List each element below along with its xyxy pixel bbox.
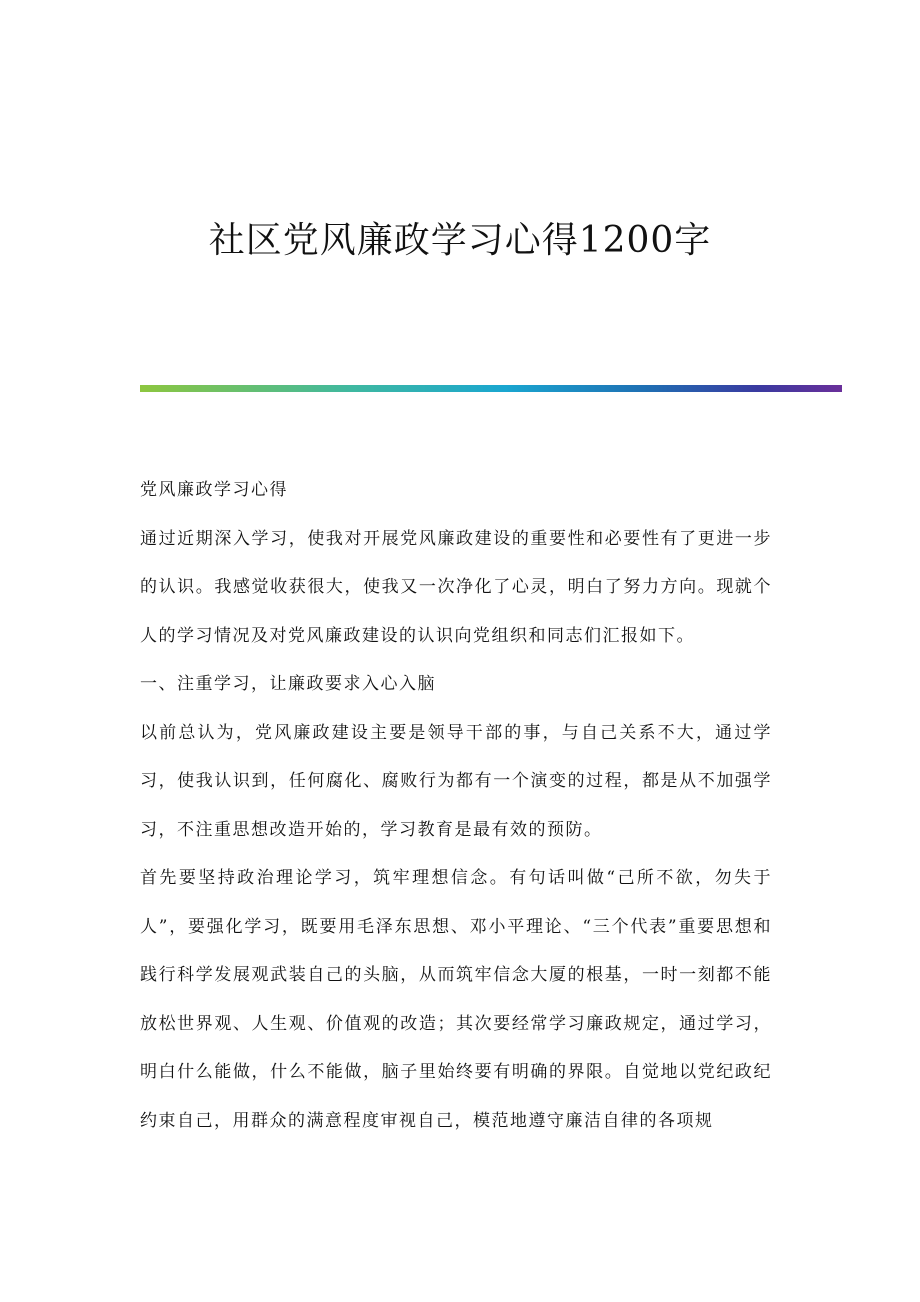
- title-divider: [140, 385, 842, 392]
- paragraph: 首先要坚持政治理论学习，筑牢理想信念。有句话叫做“己所不欲，勿失于人”，要强化学习，既要用毛泽东思想、邓小平理论、“三个代表”重要思想和践行科学发展观武装自己的头脑，从而筑牢信念大厦的根基，一时一刻都不能放松世界观、人生观、价值观的改造；其次要经常学习廉政规定，通过学习，明白什么能做，什么不能做，脑子里始终要有明确的界限。自觉地以党纪政纪约束自己，用群众的满意程度审视自己，模范地遵守廉洁自律的各项规: [140, 868, 772, 1131]
- document-body: [140, 466, 772, 1145]
- document-title: 社区党风廉政学习心得1200字: [208, 220, 712, 261]
- paragraph: 以前总认为，党风廉政建设主要是领导干部的事，与自己关系不大，通过学习，使我认识到，任何腐化、腐败行为都有一个演变的过程，都是从不加强学习，不注重思想改造开始的，学习教育是最有效的预防。: [140, 722, 772, 840]
- section-heading: 党风廉政学习心得: [140, 480, 288, 500]
- section-heading: 一、注重学习，让廉政要求入心入脑: [140, 674, 436, 694]
- paragraph: 通过近期深入学习，使我对开展党风廉政建设的重要性和必要性有了更进一步的认识。我感觉收获很大，使我又一次净化了心灵，明白了努力方向。现就个人的学习情况及对党风廉政建设的认识向党组织和同志们汇报如下。: [140, 528, 772, 646]
